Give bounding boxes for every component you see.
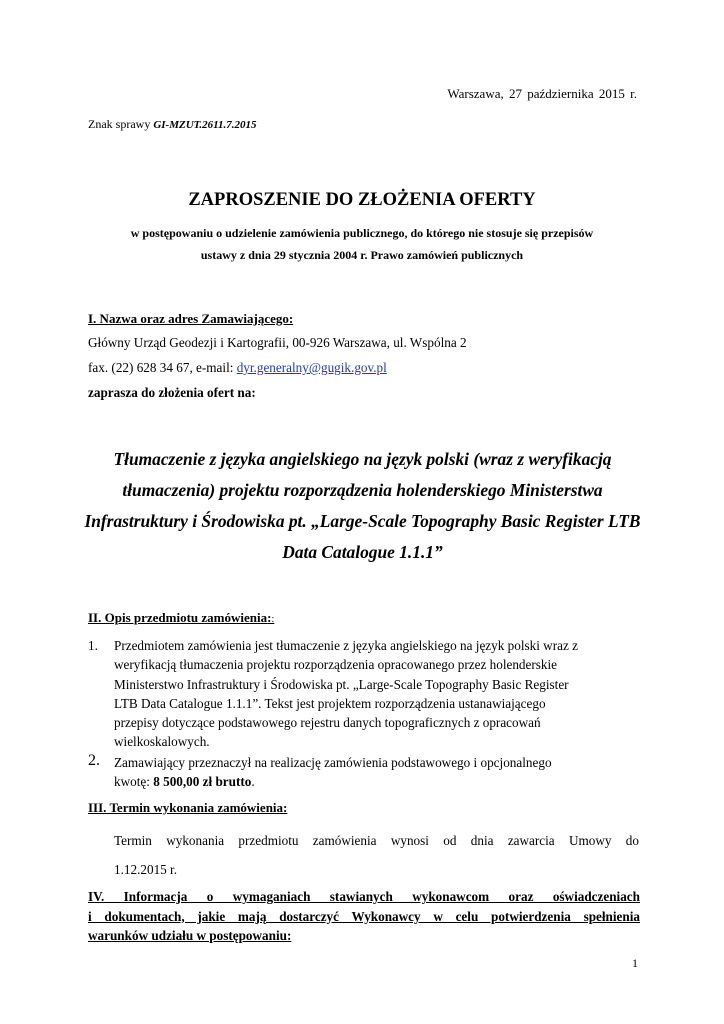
list-item-1-line: weryfikacją tłumaczenia projektu rozporządzenia opracowanego przez holenderskie	[114, 657, 558, 673]
page-number: 1	[632, 956, 638, 970]
order-subject	[80, 444, 645, 568]
case-reference-number: GI-MZUT.2611.7.2015	[153, 119, 257, 131]
subtitle-line-2: ustawy z dnia 29 stycznia 2004 r. Prawo zamówień publicznych	[200, 248, 524, 262]
section-3-heading: III. Termin wykonania zamówienia:	[88, 800, 288, 815]
deadline-paragraph	[114, 826, 639, 884]
document-date: Warszawa, 27 października 2015 r.	[447, 86, 637, 101]
email-link[interactable]: dyr.generalny@gugik.gov.pl	[236, 360, 387, 375]
section-2-heading	[88, 610, 274, 626]
section-2-heading-text: II. Opis przedmiotu zamówienia	[88, 610, 268, 625]
contact-line	[88, 360, 387, 376]
case-reference	[88, 117, 257, 132]
list-item-2-amount-line	[114, 772, 640, 791]
list-item-2	[88, 753, 640, 792]
invitation-line: zaprasza do złożenia ofert na:	[88, 385, 256, 400]
subject-line-1: Tłumaczenie z języka angielskiego na język polski (wraz z weryfikacją	[113, 449, 612, 469]
list-item-1-line: LTB Data Catalogue 1.1.1”. Tekst jest projektem rozporządzenia ustanawiającego	[114, 695, 546, 711]
section-4-line-1: IV. Informacja o wymaganiach stawianych wykonawcom oraz oświadczeniach	[88, 889, 640, 904]
list-item-1-line: Ministerstwo Infrastruktury i Środowiska pt. „Large-Scale Topography Basic Register	[114, 676, 569, 692]
document-subtitle	[0, 222, 724, 266]
list-item-1-line: przepisy dotyczące podstawowego rejestru danych topograficznych z opracowań	[114, 715, 541, 731]
contracting-authority-address: Główny Urząd Geodezji i Kartografii, 00-926 Warszawa, ul. Wspólna 2	[88, 335, 467, 350]
section-4-line-3: warunków udziału w postępowaniu:	[88, 928, 292, 943]
list-item-2-line: Zamawiający przeznaczył na realizację zamówienia podstawowego i opcjonalnego	[114, 755, 552, 770]
amount-prefix: kwotę:	[114, 774, 154, 790]
subject-line-2: tłumaczenia) projektu rozporządzenia holenderskiego Ministerstwa	[122, 480, 603, 500]
deadline-line-2: 1.12.2015 r.	[114, 862, 178, 877]
section-1-heading: I. Nazwa oraz adres Zamawiającego:	[88, 311, 294, 326]
amount-value: 8 500,00 zł brutto	[153, 774, 252, 790]
section-2-heading-colon: :	[267, 610, 272, 625]
document-title: ZAPROSZENIE DO ZŁOŻENIA OFERTY	[188, 190, 536, 210]
subject-line-3: Infrastruktury i Środowiska pt. „Large-Scale Topography Basic Register LTB	[84, 511, 641, 531]
case-reference-label: Znak sprawy	[88, 117, 154, 131]
subtitle-line-1: w postępowaniu o udzielenie zamówienia publicznego, do którego nie stosuje się przepisów	[130, 226, 594, 240]
list-item-1-number: 1.	[88, 638, 98, 653]
list-item-1-line: wielkoskalowych.	[114, 734, 210, 750]
list-item-1-line: Przedmiotem zamówienia jest tłumaczenie z języka angielskiego na język polski wraz z	[114, 638, 578, 653]
list-item-2-number: 2.	[88, 752, 100, 769]
list-item-1	[88, 636, 640, 752]
amount-suffix: .	[251, 774, 255, 790]
section-4-heading	[88, 887, 640, 946]
subject-line-4: Data Catalogue 1.1.1”	[282, 542, 443, 562]
deadline-line-1: Termin wykonania przedmiotu zamówienia wynosi od dnia zawarcia Umowy do	[114, 833, 639, 848]
section-4-line-2: i dokumentach, jakie mają dostarczyć Wykonawcy w celu potwierdzenia spełnienia	[88, 908, 640, 924]
section-2-heading-extra: :	[271, 614, 275, 625]
contact-fax: fax. (22) 628 34 67, e-mail:	[88, 360, 237, 375]
